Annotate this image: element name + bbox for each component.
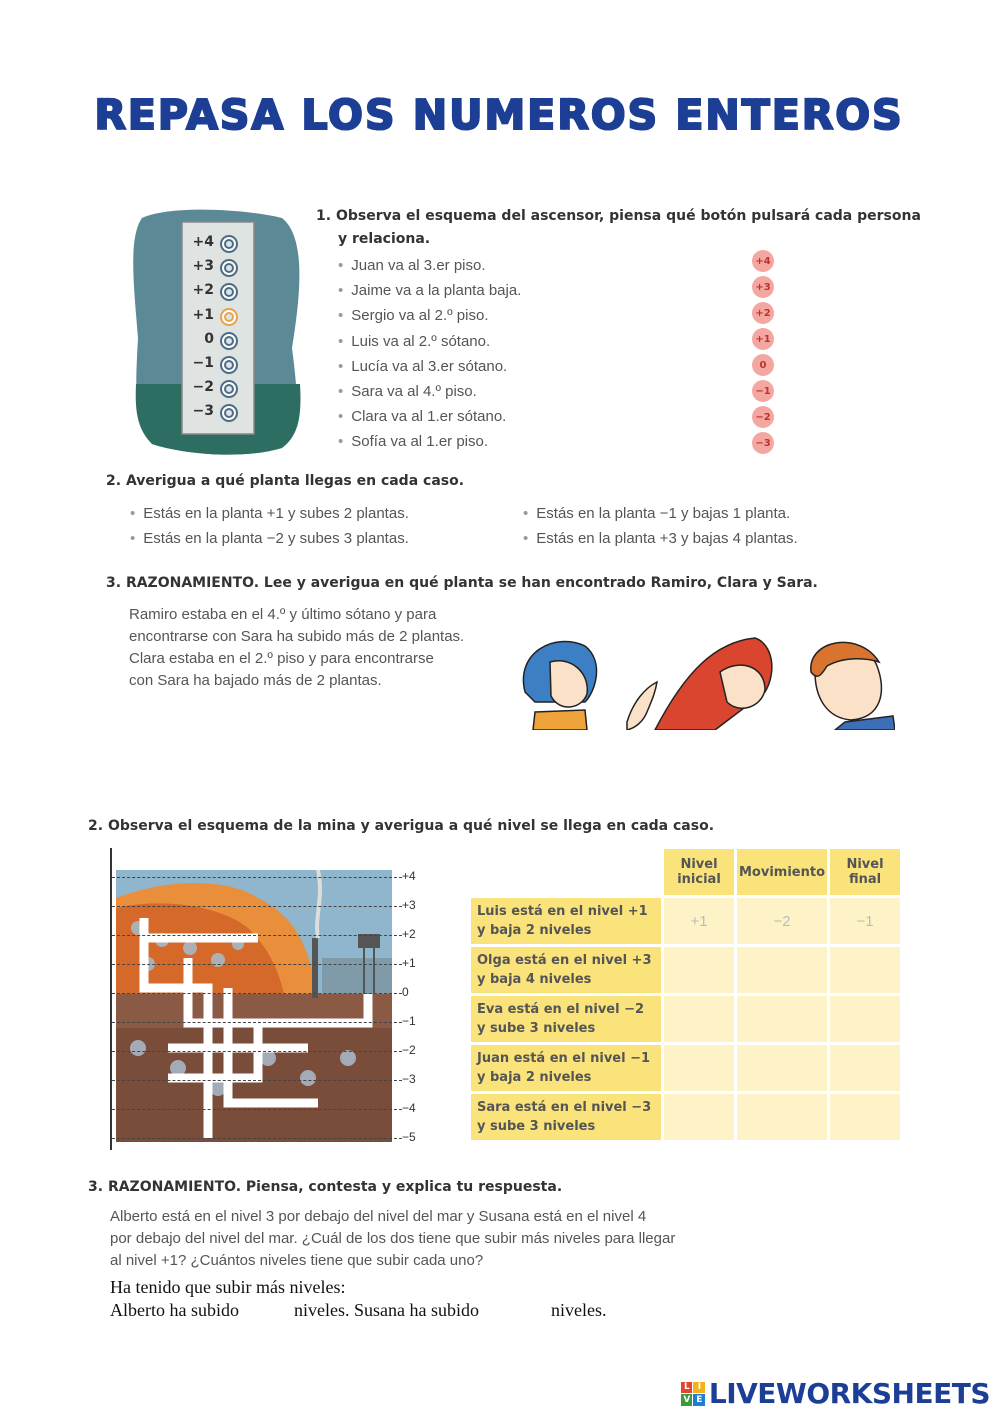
row-header-line-2: y sube 3 niveles [477,1021,596,1036]
table-cell[interactable] [664,1045,734,1091]
row-header-line-1: Sara está en el nivel −3 [477,1100,652,1115]
level-label: +2 [402,927,416,941]
table-row [471,996,900,1042]
table-corner [471,849,661,895]
q1-item-text: Sara va al 4.º piso. [351,383,477,400]
q1-item-text: Juan va al 3.er piso. [351,257,486,274]
q1-item [338,358,507,375]
alberto-answer-input[interactable] [258,1299,290,1321]
level-line [112,906,402,907]
bullet-icon: • [338,408,344,426]
liveworksheets-logo: L I V E LIVEWORKSHEETS [681,1377,990,1410]
table-cell[interactable] [664,947,734,993]
row-header-line-2: y baja 4 niveles [477,972,592,987]
q1-item [338,307,489,324]
q1-item-text: Sergio va al 2.º piso. [351,307,489,325]
bullet-icon: • [338,357,344,375]
q1-heading: 1. Observa el esquema del ascensor, piensa qué botón pulsará cada persona [316,208,921,224]
elevator-button-icon [220,235,238,253]
table-cell[interactable] [737,1094,827,1140]
table-row [471,1045,900,1091]
level-line [112,964,402,965]
table-row-header [471,1094,661,1140]
q1-item-text: Luis va al 2.º sótano. [351,332,491,350]
level-label: −5 [402,1130,416,1144]
q2a-item-1: • Estás en la planta +1 y subes 2 plantas. [130,505,409,522]
table-row-header [471,996,661,1042]
table-cell[interactable] [830,996,900,1042]
table-cell[interactable] [737,996,827,1042]
elevator-button-label: +2 [192,282,214,299]
mine-table [468,846,903,1143]
table-cell[interactable] [830,1094,900,1140]
q2a-heading: 2. Averigua a qué planta llegas en cada caso. [106,473,465,489]
q1-item [338,333,490,350]
worksheet-title: REPASA LOS NUMEROS ENTEROS [94,91,904,139]
table-cell[interactable] [664,1094,734,1140]
bullet-icon: • [338,257,344,274]
header-movimiento: Movimiento [737,849,827,895]
q3a-heading: 3. RAZONAMIENTO. Lee y averigua en qué planta se han encontrado Ramiro, Clara y Sara. [106,575,818,591]
characters-illustration [515,632,895,730]
elevator-button-label: 0 [204,330,214,347]
q1-item [338,408,506,425]
q2a-item-3: • Estás en la planta −1 y bajas 1 planta. [523,505,791,522]
q3a-paragraph: Ramiro estaba en el 4.º y último sótano y para encontrarse con Sara ha subido más de 2 plantas. Clara estaba en el 2.º piso y para encontrarse con Sara ha bajado más de 2 plantas. [129,606,465,689]
level-line [112,1051,402,1052]
row-header-line-1: Luis está en el nivel +1 [477,904,648,919]
q1-option-circle[interactable]: −1 [752,380,774,402]
level-label: −2 [402,1043,416,1057]
elevator-button-label: +3 [192,258,214,275]
elevator-illustration [132,208,302,456]
elevator-button-label: +4 [192,234,214,250]
level-line [112,1138,402,1139]
level-label: +1 [402,956,416,970]
q1-item [338,383,477,400]
level-line [112,877,402,878]
q1-item [338,257,486,274]
answer-line-1: Ha tenido que subir más niveles: [110,1277,346,1297]
q1-item [338,433,488,450]
table-cell[interactable] [664,996,734,1042]
table-row-header [471,1045,661,1091]
bullet-icon: • [338,282,344,300]
table-row-header [471,947,661,993]
table-row [471,1094,900,1140]
level-line [112,1080,402,1081]
q1-heading-2: y relaciona. [338,231,431,247]
q1-item-text: Sofía va al 1.er piso. [351,433,489,451]
q1-option-circle[interactable]: +2 [752,302,774,324]
table-cell: −2 [737,898,827,944]
level-label: +4 [402,869,416,883]
level-line [112,1109,402,1110]
level-label: 0 [402,985,409,999]
bullet-icon: • [338,433,344,451]
q1-option-circle[interactable]: 0 [752,354,774,376]
elevator-button-label: +1 [192,306,214,323]
q1-item [338,282,521,299]
table-cell[interactable] [830,1045,900,1091]
level-label: −1 [402,1014,416,1028]
elevator-button-icon [220,332,238,350]
table-cell[interactable] [830,947,900,993]
table-cell: −1 [830,898,900,944]
q1-option-circle[interactable]: +4 [752,250,774,272]
level-line [112,993,402,994]
answer-susana-label: niveles. Susana ha subido [294,1300,479,1320]
elevator-button-icon [220,356,238,374]
mine-illustration [108,848,438,1150]
header-nivel-inicial: Nivel inicial [664,849,734,895]
q1-option-circle[interactable]: −3 [752,432,774,454]
table-row [471,947,900,993]
q1-option-circle[interactable]: +1 [752,328,774,350]
level-line [112,935,402,936]
q1-option-circle[interactable]: −2 [752,406,774,428]
table-cell[interactable] [737,947,827,993]
table-row-header [471,898,661,944]
bullet-icon: • [338,307,344,325]
level-line [112,1022,402,1023]
q3b-paragraph: Alberto está en el nivel 3 por debajo del nivel del mar y Susana está en el nivel 4 por debajo del nivel del mar. ¿Cuál de los dos tiene que subir más niveles para llegar al nivel +1? ¿Cuántos niveles tiene que subir cada uno? [110,1208,676,1269]
q2b-heading: 2. Observa el esquema de la mina y averigua a qué nivel se llega en cada caso. [88,818,715,834]
header-nivel-final: Nivel final [830,849,900,895]
row-header-line-1: Olga está en el nivel +3 [477,953,652,968]
q1-item-text: Lucía va al 3.er sótano. [351,357,508,375]
elevator-button-label: −3 [192,403,214,420]
level-label: −3 [402,1072,416,1086]
row-header-line-2: y sube 3 niveles [477,1119,596,1134]
row-header-line-2: y baja 2 niveles [477,1070,592,1085]
elevator-button-label: −1 [192,355,214,371]
table-row [471,898,900,944]
elevator-button-label: −2 [192,379,214,396]
q1-option-circle[interactable]: +3 [752,276,774,298]
q1-item-text: Jaime va a la planta baja. [351,282,522,300]
answer-end-label: niveles. [551,1300,607,1320]
bullet-icon: • [338,332,344,350]
liveworksheets-mark-icon: L I V E [681,1382,705,1406]
table-cell: +1 [664,898,734,944]
susana-answer-input[interactable] [506,1299,546,1321]
bullet-icon: • [338,383,344,400]
row-header-line-1: Eva está en el nivel −2 [477,1002,645,1017]
q2a-item-2: • Estás en la planta −2 y subes 3 plantas. [130,530,409,547]
level-label: +3 [402,898,416,912]
q2a-item-4: • Estás en la planta +3 y bajas 4 plantas. [523,530,798,547]
answer-alberto-label: Alberto ha subido [110,1300,239,1320]
row-header-line-1: Juan está en el nivel −1 [477,1051,651,1066]
q3b-heading: 3. RAZONAMIENTO. Piensa, contesta y explica tu respuesta. [88,1179,563,1195]
row-header-line-2: y baja 2 niveles [477,923,592,938]
level-label: −4 [402,1101,416,1115]
elevator-button-icon [220,308,238,326]
table-cell[interactable] [737,1045,827,1091]
q1-item-text: Clara va al 1.er sótano. [351,408,507,426]
